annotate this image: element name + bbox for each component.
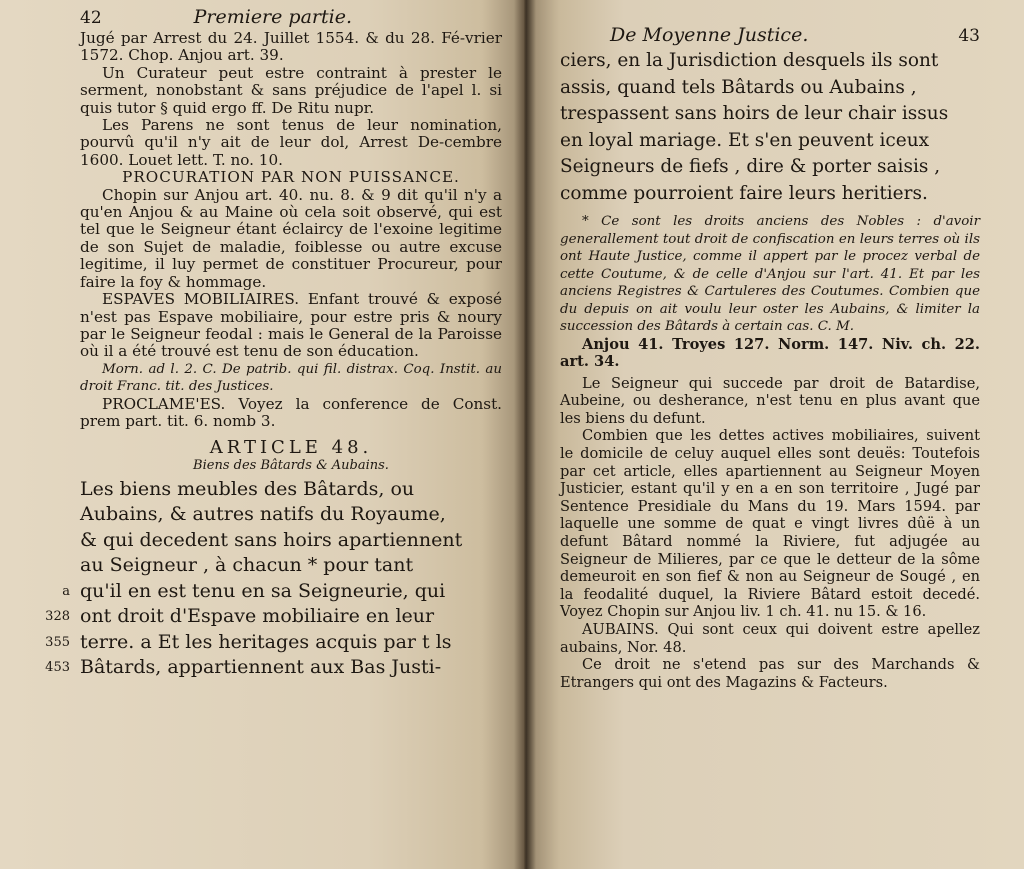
article-line: comme pourroient faire leurs heritiers. — [560, 182, 928, 204]
margin-note: 328 — [45, 609, 70, 625]
paragraph: Un Curateur peut estre contraint à prester le serment, nonobstant & sans préjudice de l'apel l. si quis tutor § quid ergo ff. De Ritu nupr. — [80, 63, 502, 117]
right-page — [524, 0, 1024, 869]
paragraph: Le Seigneur qui succede par droit de Batardise, Aubeine, ou desherance, n'est tenu en plus avant que les biens du defunt. — [560, 374, 980, 427]
paragraph: Les Parens ne sont tenus de leur nomination, pourvû qu'il n'y ait de leur dol, Arrest De-cembre 1600. Louet lett. T. no. 10. — [80, 116, 502, 169]
right-header-title: De Moyenne Justice. — [609, 24, 809, 46]
paragraph: AUBAINS. Qui sont ceux qui doivent estre apellez aubains, Nor. 48. — [560, 621, 980, 656]
article-line: Bâtards, appartiennent aux Bas Justi- — [80, 656, 442, 679]
left-running-head — [80, 6, 502, 28]
article-line: & qui decedent sans hoirs apartiennent — [80, 528, 463, 551]
section-heading: PROCURATION PAR NON PUISSANCE. — [122, 168, 460, 187]
article-line: Aubains, & autres natifs du Royaume, — [80, 503, 446, 526]
commentary: * Ce sont les droits anciens des Nobles : d'avoir generallement tout droit de confiscation en leurs terres où ils ont Haute Justice, comme il appert par le procez verbal de cette Coutume, & de celle d'Anjou sur l'art. 41. Et par les anciens Registres & Cartuleres des Coutumes. Combien que du depuis on ait voulu leur oster les Aubains, & limiter la succession des Bâtards à certain cas. C. M. — [560, 214, 980, 334]
article-line: au Seigneur , à chacun * pour tant — [80, 554, 414, 577]
margin-note: 453 — [45, 660, 70, 676]
left-header-title: Premiere partie. — [193, 6, 352, 28]
citation: Morn. ad l. 2. C. De patrib. qui fil. distrax. Coq. Instit. au droit Franc. tit. des Justices. — [80, 361, 502, 395]
book-gutter — [514, 0, 536, 869]
article-line: trespassent sans hoirs de leur chair issus — [560, 103, 949, 124]
right-page-number: 43 — [958, 26, 980, 46]
article-line: ciers, en la Jurisdiction desquels ils sont — [560, 50, 939, 71]
article-line: assis, quand tels Bâtards ou Aubains , — [560, 76, 917, 98]
margin-note: 355 — [45, 634, 70, 650]
article-text — [45, 477, 502, 681]
paragraph: Jugé par Arrest du 24. Juillet 1554. & du 28. Fé-vrier 1572. Chop. Anjou art. 39. — [80, 29, 502, 65]
article-line: Seigneurs de fiefs , dire & porter saisis , — [560, 156, 941, 177]
article-line: ont droit d'Espave mobiliaire en leur — [80, 605, 435, 628]
left-page-number: 42 — [80, 8, 102, 28]
article-line: Les biens meubles des Bâtards, ou — [80, 477, 415, 500]
margin-note — [34, 502, 70, 528]
margin-note — [34, 477, 70, 503]
paragraph: Combien que les dettes actives mobiliaires, suivent le domicile de celuy auquel elles sont deuës: Toutefois par cet article, elles apartiennent au Seigneur Moyen Justicier, estant qu'il y en a en son territoire , Jugé par Sentence Presidiale du Mans du 19. Mars 1594. par laquelle une somme de quat e vingt livres dûë à un defunt Bâtard nommé la Riviere, fut adjugée au Seigneur de Milieres, par ce que le detteur de la sôme demeuroit en son fief & non au Seigneur de Sougé , en la feodalité duquel, la Riviere Bâtard estoit decedé. Voyez Chopin sur Anjou liv. 1 ch. 41. nu 15. & 16. — [560, 427, 980, 621]
margin-note: a — [62, 583, 70, 599]
margin-note — [34, 528, 70, 554]
article-line: qu'il en est tenu en sa Seigneurie, qui — [80, 579, 446, 602]
article-subtitle: Biens des Bâtards & Aubains. — [193, 457, 389, 473]
margin-notes — [34, 477, 70, 681]
paragraph: ESPAVES MOBILIAIRES. Enfant trouvé & exposé n'est pas Espave mobiliaire, pour estre pris & noury par le Seigneur feodal : mais le General de la Paroisse où il a été trouvé est tenu de son éducation. — [80, 290, 502, 361]
margin-note — [34, 553, 70, 579]
paragraph: PROCLAME'ES. Voyez la conference de Const. prem part. tit. 6. nomb 3. — [80, 394, 502, 431]
right-running-head — [560, 24, 980, 46]
article-title: ARTICLE 48. — [209, 436, 373, 458]
article-line: terre. a Et les heritages acquis par t ls — [80, 630, 452, 653]
references: Anjou 41. Troyes 127. Norm. 147. Niv. ch. 22. art. 34. — [560, 335, 980, 371]
paragraph: Ce droit ne s'etend pas sur des Marchands & Etrangers qui ont des Magazins & Facteurs. — [560, 656, 980, 691]
article-line: en loyal mariage. Et s'en peuvent iceux — [560, 129, 930, 151]
paragraph: Chopin sur Anjou art. 40. nu. 8. & 9 dit qu'il n'y a qu'en Anjou & au Maine où cela soit observé, qui est tel que le Seigneur étant éclaircy de l'exoine legitime de son Sujet de maladie, foiblesse ou autre excuse legitime, il luy permet de constituer Procureur, pour faire la foy & hommage. — [80, 185, 502, 291]
